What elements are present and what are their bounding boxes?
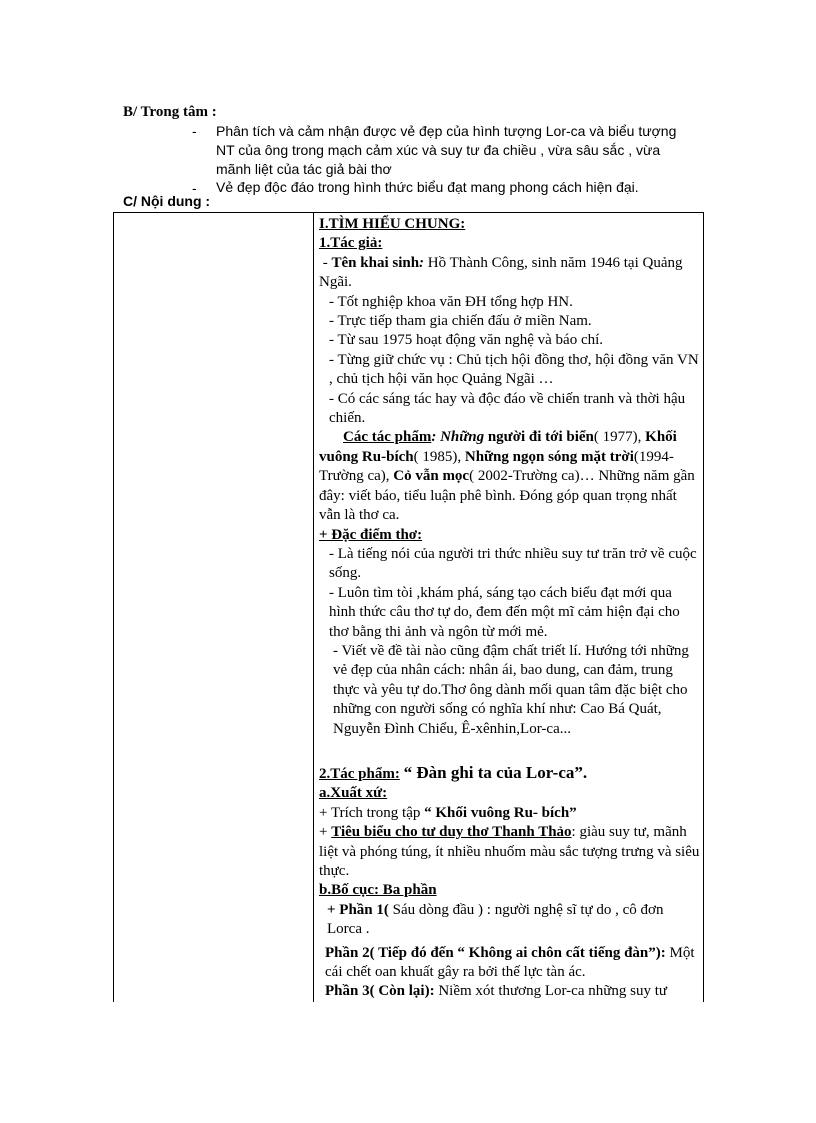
work1-title-b: người đi tới biển xyxy=(487,429,594,446)
part-b-label: Phần 2( Tiếp đó đến “ Không ai chôn cất tiếng đàn”): xyxy=(325,944,666,961)
part-c-text: Niềm xót thương Lor-ca những suy tư xyxy=(438,983,667,1000)
work2-year: ( 1985), xyxy=(413,448,462,465)
author-line: - Tốt nghiệp khoa văn ĐH tổng hợp HN. xyxy=(329,293,573,310)
work4-year: ( 2002-Trường ca)… xyxy=(469,468,595,485)
part1-title: I.TÌM HIỂU CHUNG: xyxy=(319,216,466,232)
left-column xyxy=(114,213,314,1002)
work3-year: (1994- Trường ca), xyxy=(319,448,674,485)
birthname-value: Hồ Thành Công, sinh năm 1946 tại Quảng Ngãi. xyxy=(319,254,683,291)
birthname-line: - Tên khai sinh: Hồ Thành Công, sinh năm 1946 tại Quảng Ngãi. xyxy=(319,254,683,291)
typical-line xyxy=(319,823,701,881)
work1-year: ( 1977), xyxy=(593,429,642,446)
right-column xyxy=(319,215,701,1002)
section-c-heading: C/ Nội dung : xyxy=(123,193,211,209)
features-title: + Đặc điểm thơ: xyxy=(319,526,423,543)
origin-line xyxy=(319,804,701,823)
author-line: - Trực tiếp tham gia chiến đấu ở miền Nam. xyxy=(329,313,592,330)
work4-title: Cỏ vẫn mọc xyxy=(393,468,470,485)
content-table xyxy=(113,212,704,1002)
work-title-name: “ Đàn ghi ta của Lor-ca”. xyxy=(403,762,588,782)
part-a-text: Sáu dòng đầu ) : người nghệ sĩ tự do , cô đơn Lorca . xyxy=(327,901,664,938)
bullet-dash: - xyxy=(192,180,197,196)
work-title-line xyxy=(319,763,701,784)
origin-title: a.Xuất xứ: xyxy=(319,785,388,802)
feature-line: - Là tiếng nói của người tri thức nhiều suy tư trăn trở về cuộc sống. xyxy=(329,545,697,582)
part-b-text: Một cái chết oan khuất gây ra bởi thế lực tàn ác. xyxy=(325,944,695,981)
author-line: - Có các sáng tác hay và độc đáo về chiến tranh và thời hậu chiến. xyxy=(329,390,686,427)
section-b-bullet-2: Vẻ đẹp độc đáo trong hình thức biểu đạt mang phong cách hiện đại. xyxy=(216,179,639,195)
birthname-label: Tên khai sinh xyxy=(331,254,420,271)
author-line: - Từ sau 1975 hoạt động văn nghệ và báo chí. xyxy=(329,332,604,349)
work-title-label: 2.Tác phẩm: xyxy=(319,765,400,782)
section-b-bullet-1: Phân tích và cảm nhận được vẻ đẹp của hình tượng Lor-ca và biểu tượng NT của ông trong mạch cảm xúc và suy tư đa chiều , vừa sâu sắc , vừa mãnh liệt của tác giả bài thơ xyxy=(216,123,677,177)
part-b-line xyxy=(319,944,701,983)
work2-title: Khối vuông Ru-bích xyxy=(319,429,677,465)
feature-line: - Luôn tìm tòi ,khám phá, sáng tạo cách biểu đạt mới qua hình thức câu thơ tự do, đem đến một mĩ cảm hiện đại cho thơ bằng thi ảnh và ngôn từ mới mẻ. xyxy=(329,584,680,640)
works-paragraph: Các tác phẩm: Những người đi tới biển( 1977), Khối vuông Ru-bích( 1985), Những ngọn sóng mặt trời(1994- Trường ca), Cỏ vẫn mọc( 2002-Trường ca)… Những năm gần đây: viết báo, tiểu luận phê bình. Đóng góp quan trọng nhất vẫn là thơ ca. xyxy=(319,429,695,524)
origin-book: “ Khối vuông Ru- bích” xyxy=(424,804,577,821)
part-a-line xyxy=(319,901,701,940)
works-label: Các tác phẩm xyxy=(343,429,432,446)
bullet-dash: - xyxy=(192,123,197,139)
feature-line: - Viết về đề tài nào cũng đậm chất triết lí. Hướng tới những vẻ đẹp của nhân cách: nhân ái, bao dung, can đảm, trung thực và yêu tự do.Thơ ông dành mối quan tâm đặc biệt cho những con người sống có nghĩa khí như: Cao Bá Quát, Nguyễn Đình Chiểu, Ê-xênhin,Lor-ca... xyxy=(333,642,689,737)
typical-prefix: + xyxy=(319,824,328,841)
layout-title: b.Bố cục: Ba phần xyxy=(319,882,437,899)
origin-line-prefix: + Trích trong tập xyxy=(319,804,421,821)
typical-label: Tiêu biểu cho tư duy thơ Thanh Thảo xyxy=(331,824,572,841)
author-line: - Từng giữ chức vụ : Chủ tịch hội đồng thơ, hội đồng văn VN , chủ tịch hội văn học Quảng Ngãi … xyxy=(329,351,699,388)
recent-note: Những năm gần đây: viết báo, tiểu luận phê bình. Đóng góp quan trọng nhất vẫn là thơ ca. xyxy=(319,468,695,524)
typical-text: : giàu suy tư, mãnh liệt và phóng túng, ít nhiều nhuốm màu sắc tượng trưng và siêu thực. xyxy=(319,824,700,879)
part-c-label: Phần 3( Còn lại): xyxy=(325,983,435,1000)
part-a-label: + Phần 1( xyxy=(327,901,389,918)
work1-title-a: Những xyxy=(440,429,485,446)
section-b-heading: B/ Trong tâm : xyxy=(123,104,217,120)
work3-title: Những ngọn sóng mặt trời xyxy=(464,448,634,465)
part-c-line xyxy=(319,982,701,1001)
author-title: 1.Tác giả: xyxy=(319,235,383,252)
